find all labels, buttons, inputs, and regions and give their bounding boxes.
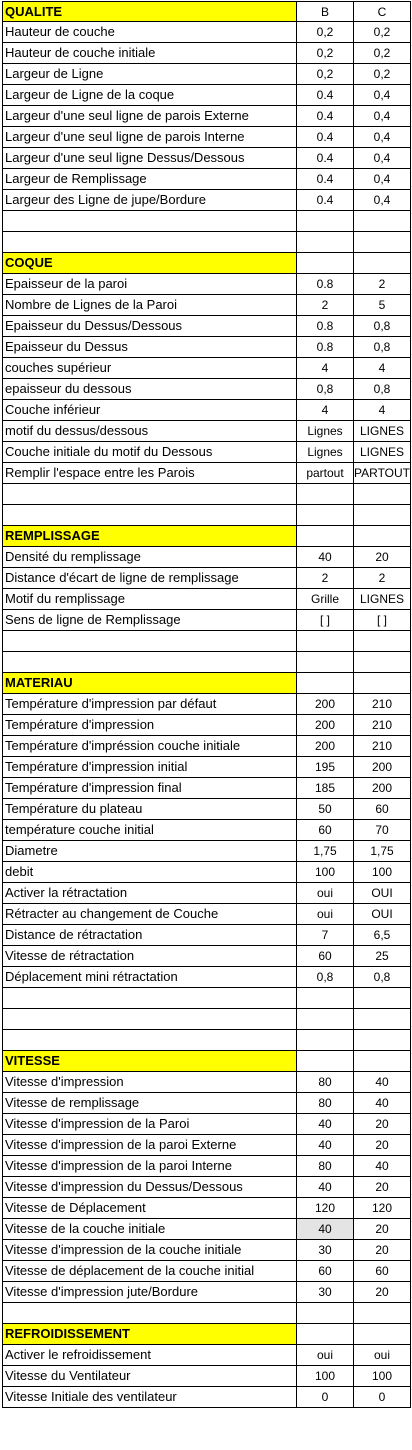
table-row bbox=[2, 463, 411, 484]
value-c-cell[interactable]: 200 bbox=[354, 778, 411, 799]
parameter-label[interactable] bbox=[2, 1303, 297, 1324]
value-c-cell[interactable] bbox=[354, 673, 411, 694]
empty-row bbox=[2, 211, 411, 232]
empty-row bbox=[2, 1303, 411, 1324]
section-title[interactable]: REMPLISSAGE bbox=[2, 526, 297, 547]
value-c-cell[interactable]: 0,4 bbox=[354, 190, 411, 211]
table-row bbox=[2, 1261, 411, 1282]
table-row bbox=[2, 883, 411, 904]
empty-row bbox=[2, 484, 411, 505]
value-b-cell[interactable] bbox=[297, 253, 354, 274]
value-c-cell[interactable]: 1,75 bbox=[354, 841, 411, 862]
value-c-cell[interactable]: 20 bbox=[354, 1282, 411, 1303]
parameter-label[interactable]: motif du dessus/dessous bbox=[2, 421, 297, 442]
table-row bbox=[2, 547, 411, 568]
parameter-label[interactable]: Vitesse d'impression de la paroi Externe bbox=[2, 1135, 297, 1156]
table-row bbox=[2, 757, 411, 778]
parameter-label[interactable]: Vitesse de Déplacement bbox=[2, 1198, 297, 1219]
value-c-cell[interactable] bbox=[354, 526, 411, 547]
value-b-cell[interactable] bbox=[297, 1324, 354, 1345]
parameter-label[interactable]: Diametre bbox=[2, 841, 297, 862]
value-c-cell[interactable]: 0,8 bbox=[354, 337, 411, 358]
value-c-cell[interactable] bbox=[354, 211, 411, 232]
value-c-cell[interactable]: 60 bbox=[354, 1261, 411, 1282]
section-header-materiau bbox=[2, 673, 411, 694]
value-c-cell[interactable] bbox=[354, 1051, 411, 1072]
value-b-cell[interactable]: 100 bbox=[297, 862, 354, 883]
value-b-cell[interactable]: 0.4 bbox=[297, 148, 354, 169]
value-c-cell[interactable]: LIGNES bbox=[354, 442, 411, 463]
parameter-label[interactable]: epaisseur du dessous bbox=[2, 379, 297, 400]
parameter-label[interactable]: Vitesse de remplissage bbox=[2, 1093, 297, 1114]
section-title[interactable]: QUALITE bbox=[2, 1, 297, 22]
value-c-cell[interactable]: 2 bbox=[354, 568, 411, 589]
value-c-cell[interactable]: 20 bbox=[354, 1240, 411, 1261]
table-row bbox=[2, 22, 411, 43]
value-c-cell[interactable]: 210 bbox=[354, 694, 411, 715]
parameter-label[interactable]: Remplir l'espace entre les Parois bbox=[2, 463, 297, 484]
value-c-cell[interactable]: 40 bbox=[354, 1156, 411, 1177]
parameter-label[interactable]: Vitesse de la couche initiale bbox=[2, 1219, 297, 1240]
parameter-label[interactable]: Epaisseur du Dessus/Dessous bbox=[2, 316, 297, 337]
table-row bbox=[2, 442, 411, 463]
table-row bbox=[2, 925, 411, 946]
value-b-cell[interactable]: 1,75 bbox=[297, 841, 354, 862]
parameter-label[interactable]: Couche inférieur bbox=[2, 400, 297, 421]
section-header-qualite bbox=[2, 1, 411, 22]
table-row bbox=[2, 295, 411, 316]
value-c-cell[interactable]: 6,5 bbox=[354, 925, 411, 946]
section-title[interactable]: REFROIDISSEMENT bbox=[2, 1324, 297, 1345]
parameter-label[interactable]: Vitesse Initiale des ventilateur bbox=[2, 1387, 297, 1408]
parameter-label[interactable]: Activer la rétractation bbox=[2, 883, 297, 904]
table-row bbox=[2, 1387, 411, 1408]
value-b-cell[interactable]: 2 bbox=[297, 568, 354, 589]
parameter-label[interactable] bbox=[2, 1009, 297, 1030]
value-c-cell[interactable]: 20 bbox=[354, 1219, 411, 1240]
parameter-label[interactable]: Vitesse d'impression de la paroi Interne bbox=[2, 1156, 297, 1177]
value-b-cell[interactable]: 30 bbox=[297, 1282, 354, 1303]
value-b-cell[interactable]: 185 bbox=[297, 778, 354, 799]
value-b-cell[interactable]: 4 bbox=[297, 400, 354, 421]
value-c-cell[interactable] bbox=[354, 631, 411, 652]
parameter-label[interactable] bbox=[2, 652, 297, 673]
empty-row bbox=[2, 505, 411, 526]
table-row bbox=[2, 358, 411, 379]
value-b-cell[interactable]: 0 bbox=[297, 1387, 354, 1408]
table-row bbox=[2, 1198, 411, 1219]
parameter-label[interactable]: Vitesse de rétractation bbox=[2, 946, 297, 967]
table-row bbox=[2, 1072, 411, 1093]
value-b-cell[interactable] bbox=[297, 988, 354, 1009]
value-b-cell[interactable]: oui bbox=[297, 904, 354, 925]
value-b-cell[interactable] bbox=[297, 484, 354, 505]
value-c-cell[interactable]: C bbox=[354, 1, 411, 22]
value-b-cell[interactable]: 60 bbox=[297, 1261, 354, 1282]
table-row bbox=[2, 1282, 411, 1303]
value-c-cell[interactable]: 0,4 bbox=[354, 148, 411, 169]
value-c-cell[interactable]: 0,4 bbox=[354, 85, 411, 106]
value-b-cell[interactable]: 120 bbox=[297, 1198, 354, 1219]
value-b-cell[interactable]: oui bbox=[297, 883, 354, 904]
value-c-cell[interactable]: PARTOUT bbox=[354, 463, 411, 484]
table-row bbox=[2, 736, 411, 757]
parameter-label[interactable] bbox=[2, 232, 297, 253]
parameter-label[interactable]: Largeur d'une seul ligne de parois Interne bbox=[2, 127, 297, 148]
parameter-label[interactable]: Vitesse d'impression du Dessus/Dessous bbox=[2, 1177, 297, 1198]
parameter-label[interactable]: Vitesse du Ventilateur bbox=[2, 1366, 297, 1387]
value-c-cell[interactable]: 60 bbox=[354, 799, 411, 820]
value-c-cell[interactable]: 100 bbox=[354, 1366, 411, 1387]
value-b-cell[interactable]: 40 bbox=[297, 547, 354, 568]
parameter-label[interactable]: Densité du remplissage bbox=[2, 547, 297, 568]
table-row bbox=[2, 778, 411, 799]
table-row bbox=[2, 1345, 411, 1366]
table-row bbox=[2, 190, 411, 211]
table-row bbox=[2, 106, 411, 127]
table-row bbox=[2, 1156, 411, 1177]
table-row bbox=[2, 904, 411, 925]
value-b-cell[interactable] bbox=[297, 1030, 354, 1051]
empty-row bbox=[2, 232, 411, 253]
value-c-cell[interactable] bbox=[354, 1030, 411, 1051]
value-b-cell[interactable]: 195 bbox=[297, 757, 354, 778]
value-b-cell[interactable]: 80 bbox=[297, 1156, 354, 1177]
empty-row bbox=[2, 631, 411, 652]
value-c-cell[interactable]: LIGNES bbox=[354, 421, 411, 442]
value-b-cell[interactable]: 7 bbox=[297, 925, 354, 946]
value-c-cell[interactable]: 0,4 bbox=[354, 127, 411, 148]
section-header-vitesse bbox=[2, 1051, 411, 1072]
parameter-label[interactable]: Vitesse d'impression de la couche initiale bbox=[2, 1240, 297, 1261]
table-row bbox=[2, 43, 411, 64]
value-c-cell[interactable]: 4 bbox=[354, 358, 411, 379]
value-c-cell[interactable]: OUI bbox=[354, 883, 411, 904]
value-b-cell[interactable] bbox=[297, 505, 354, 526]
section-title[interactable]: MATERIAU bbox=[2, 673, 297, 694]
value-b-cell[interactable]: 40 bbox=[297, 1219, 354, 1240]
value-c-cell[interactable]: 0,2 bbox=[354, 22, 411, 43]
parameter-label[interactable] bbox=[2, 1030, 297, 1051]
parameter-label[interactable]: Largeur de Ligne bbox=[2, 64, 297, 85]
value-c-cell[interactable]: 5 bbox=[354, 295, 411, 316]
value-c-cell[interactable]: 20 bbox=[354, 1135, 411, 1156]
parameter-label[interactable]: Couche initiale du motif du Dessous bbox=[2, 442, 297, 463]
parameter-label[interactable]: Hauteur de couche bbox=[2, 22, 297, 43]
section-header-refroidissement bbox=[2, 1324, 411, 1345]
parameter-label[interactable]: température couche initial bbox=[2, 820, 297, 841]
value-b-cell[interactable]: 40 bbox=[297, 1114, 354, 1135]
spreadsheet bbox=[2, 1, 411, 1429]
parameter-label[interactable]: Distance de rétractation bbox=[2, 925, 297, 946]
value-c-cell[interactable] bbox=[354, 232, 411, 253]
value-b-cell[interactable] bbox=[297, 526, 354, 547]
value-c-cell[interactable]: 100 bbox=[354, 862, 411, 883]
parameter-label[interactable]: Largeur d'une seul ligne Dessus/Dessous bbox=[2, 148, 297, 169]
table-row bbox=[2, 694, 411, 715]
value-c-cell[interactable]: 25 bbox=[354, 946, 411, 967]
table-row bbox=[2, 274, 411, 295]
parameter-label[interactable]: debit bbox=[2, 862, 297, 883]
value-c-cell[interactable]: LIGNES bbox=[354, 589, 411, 610]
table-row bbox=[2, 946, 411, 967]
value-c-cell[interactable] bbox=[354, 1009, 411, 1030]
table-row bbox=[2, 820, 411, 841]
value-b-cell[interactable]: 0.8 bbox=[297, 274, 354, 295]
parameter-label[interactable]: Température du plateau bbox=[2, 799, 297, 820]
table-row bbox=[2, 568, 411, 589]
value-c-cell[interactable] bbox=[354, 1324, 411, 1345]
parameter-label[interactable]: Nombre de Lignes de la Paroi bbox=[2, 295, 297, 316]
value-c-cell[interactable]: 4 bbox=[354, 400, 411, 421]
parameter-label[interactable] bbox=[2, 988, 297, 1009]
parameter-label[interactable]: Vitesse de déplacement de la couche initial bbox=[2, 1261, 297, 1282]
value-b-cell[interactable] bbox=[297, 631, 354, 652]
parameter-label[interactable]: Largeur d'une seul ligne de parois Externe bbox=[2, 106, 297, 127]
table-row bbox=[2, 148, 411, 169]
table-row bbox=[2, 1177, 411, 1198]
parameter-label[interactable] bbox=[2, 505, 297, 526]
value-b-cell[interactable]: partout bbox=[297, 463, 354, 484]
table-row bbox=[2, 316, 411, 337]
value-c-cell[interactable]: 40 bbox=[354, 1093, 411, 1114]
parameter-label[interactable]: Epaisseur de la paroi bbox=[2, 274, 297, 295]
value-c-cell[interactable]: 120 bbox=[354, 1198, 411, 1219]
table-row bbox=[2, 379, 411, 400]
value-c-cell[interactable] bbox=[354, 484, 411, 505]
value-b-cell[interactable] bbox=[297, 211, 354, 232]
value-b-cell[interactable]: 40 bbox=[297, 1177, 354, 1198]
table-row bbox=[2, 1135, 411, 1156]
table-row bbox=[2, 337, 411, 358]
table-row bbox=[2, 421, 411, 442]
value-c-cell[interactable]: 20 bbox=[354, 547, 411, 568]
value-b-cell[interactable]: B bbox=[297, 1, 354, 22]
parameter-label[interactable]: Sens de ligne de Remplissage bbox=[2, 610, 297, 631]
value-c-cell[interactable] bbox=[354, 652, 411, 673]
value-b-cell[interactable]: 4 bbox=[297, 358, 354, 379]
table-row bbox=[2, 841, 411, 862]
parameter-label[interactable]: Température d'impression par défaut bbox=[2, 694, 297, 715]
value-b-cell[interactable]: 100 bbox=[297, 1366, 354, 1387]
empty-row bbox=[2, 1030, 411, 1051]
value-c-cell[interactable]: 0,2 bbox=[354, 43, 411, 64]
value-c-cell[interactable] bbox=[354, 253, 411, 274]
value-b-cell[interactable] bbox=[297, 1051, 354, 1072]
parameter-label[interactable]: Température d'impréssion couche initiale bbox=[2, 736, 297, 757]
value-b-cell[interactable] bbox=[297, 1303, 354, 1324]
value-c-cell[interactable]: 0,2 bbox=[354, 64, 411, 85]
table-row bbox=[2, 400, 411, 421]
value-b-cell[interactable]: 0.8 bbox=[297, 337, 354, 358]
value-c-cell[interactable]: 200 bbox=[354, 757, 411, 778]
value-c-cell[interactable]: 20 bbox=[354, 1177, 411, 1198]
value-b-cell[interactable] bbox=[297, 1009, 354, 1030]
value-b-cell[interactable]: 0.8 bbox=[297, 316, 354, 337]
table-row bbox=[2, 169, 411, 190]
table-row bbox=[2, 85, 411, 106]
table-row bbox=[2, 1093, 411, 1114]
parameter-label[interactable]: Déplacement mini rétractation bbox=[2, 967, 297, 988]
value-b-cell[interactable]: 0.4 bbox=[297, 190, 354, 211]
table-row bbox=[2, 64, 411, 85]
parameter-label[interactable]: Température d'impression initial bbox=[2, 757, 297, 778]
parameter-label[interactable]: Largeur des Ligne de jupe/Bordure bbox=[2, 190, 297, 211]
value-c-cell[interactable]: 210 bbox=[354, 715, 411, 736]
parameter-label[interactable]: Température d'impression bbox=[2, 715, 297, 736]
value-c-cell[interactable]: 70 bbox=[354, 820, 411, 841]
section-header-remplissage bbox=[2, 526, 411, 547]
table-row bbox=[2, 1219, 411, 1240]
value-b-cell[interactable]: oui bbox=[297, 1345, 354, 1366]
value-b-cell[interactable]: 0,8 bbox=[297, 379, 354, 400]
value-b-cell[interactable]: Lignes bbox=[297, 442, 354, 463]
table-row bbox=[2, 589, 411, 610]
empty-row bbox=[2, 652, 411, 673]
value-b-cell[interactable]: 60 bbox=[297, 820, 354, 841]
value-b-cell[interactable]: 0,2 bbox=[297, 64, 354, 85]
table-row bbox=[2, 967, 411, 988]
value-c-cell[interactable]: 20 bbox=[354, 1114, 411, 1135]
value-b-cell[interactable]: 0.4 bbox=[297, 106, 354, 127]
parameter-label[interactable]: Hauteur de couche initiale bbox=[2, 43, 297, 64]
value-b-cell[interactable]: 80 bbox=[297, 1072, 354, 1093]
value-b-cell[interactable]: 40 bbox=[297, 1135, 354, 1156]
value-b-cell[interactable]: 0,2 bbox=[297, 22, 354, 43]
section-title[interactable]: COQUE bbox=[2, 253, 297, 274]
value-c-cell[interactable] bbox=[354, 505, 411, 526]
value-c-cell[interactable]: oui bbox=[354, 1345, 411, 1366]
parameter-label[interactable]: Largeur de Ligne de la coque bbox=[2, 85, 297, 106]
table-row bbox=[2, 610, 411, 631]
parameter-label[interactable]: couches supérieur bbox=[2, 358, 297, 379]
value-c-cell[interactable]: 2 bbox=[354, 274, 411, 295]
parameter-label[interactable]: Vitesse d'impression jute/Bordure bbox=[2, 1282, 297, 1303]
table-row bbox=[2, 715, 411, 736]
value-c-cell[interactable]: 0 bbox=[354, 1387, 411, 1408]
value-c-cell[interactable]: 0,4 bbox=[354, 169, 411, 190]
value-b-cell[interactable] bbox=[297, 232, 354, 253]
table-row bbox=[2, 127, 411, 148]
value-b-cell[interactable] bbox=[297, 652, 354, 673]
value-b-cell[interactable]: 200 bbox=[297, 736, 354, 757]
empty-row bbox=[2, 988, 411, 1009]
value-c-cell[interactable]: OUI bbox=[354, 904, 411, 925]
parameter-label[interactable] bbox=[2, 484, 297, 505]
value-b-cell[interactable]: 200 bbox=[297, 694, 354, 715]
value-c-cell[interactable]: 0,8 bbox=[354, 316, 411, 337]
parameter-label[interactable] bbox=[2, 211, 297, 232]
value-c-cell[interactable]: 40 bbox=[354, 1072, 411, 1093]
parameter-label[interactable]: Température d'impression final bbox=[2, 778, 297, 799]
table-row bbox=[2, 862, 411, 883]
table-row bbox=[2, 799, 411, 820]
value-c-cell[interactable]: 210 bbox=[354, 736, 411, 757]
value-c-cell[interactable]: 0,8 bbox=[354, 967, 411, 988]
parameter-label[interactable]: Vitesse d'impression de la Paroi bbox=[2, 1114, 297, 1135]
value-b-cell[interactable]: 0.4 bbox=[297, 85, 354, 106]
parameter-label[interactable]: Largeur de Remplissage bbox=[2, 169, 297, 190]
value-b-cell[interactable]: 0.4 bbox=[297, 169, 354, 190]
parameter-label[interactable]: Vitesse d'impression bbox=[2, 1072, 297, 1093]
value-c-cell[interactable]: [ ] bbox=[354, 610, 411, 631]
value-c-cell[interactable]: 0,4 bbox=[354, 106, 411, 127]
value-b-cell[interactable]: 2 bbox=[297, 295, 354, 316]
table-row bbox=[2, 1366, 411, 1387]
value-b-cell[interactable]: 200 bbox=[297, 715, 354, 736]
value-b-cell[interactable]: [ ] bbox=[297, 610, 354, 631]
parameter-label[interactable]: Activer le refroidissement bbox=[2, 1345, 297, 1366]
parameter-label[interactable] bbox=[2, 631, 297, 652]
value-b-cell[interactable]: 30 bbox=[297, 1240, 354, 1261]
parameter-label[interactable]: Rétracter au changement de Couche bbox=[2, 904, 297, 925]
value-b-cell[interactable]: Lignes bbox=[297, 421, 354, 442]
table-row bbox=[2, 1240, 411, 1261]
value-c-cell[interactable] bbox=[354, 1303, 411, 1324]
empty-row bbox=[2, 1009, 411, 1030]
parameter-label[interactable]: Epaisseur du Dessus bbox=[2, 337, 297, 358]
section-header-coque bbox=[2, 253, 411, 274]
parameter-label[interactable]: Distance d'écart de ligne de remplissage bbox=[2, 568, 297, 589]
value-b-cell[interactable] bbox=[297, 673, 354, 694]
value-b-cell[interactable]: 0.4 bbox=[297, 127, 354, 148]
value-b-cell[interactable]: 60 bbox=[297, 946, 354, 967]
table-row bbox=[2, 1114, 411, 1135]
value-c-cell[interactable] bbox=[354, 988, 411, 1009]
value-b-cell[interactable]: 0,2 bbox=[297, 43, 354, 64]
section-title[interactable]: VITESSE bbox=[2, 1051, 297, 1072]
value-b-cell[interactable]: 80 bbox=[297, 1093, 354, 1114]
value-b-cell[interactable]: 50 bbox=[297, 799, 354, 820]
value-b-cell[interactable]: 0,8 bbox=[297, 967, 354, 988]
value-b-cell[interactable]: Grille bbox=[297, 589, 354, 610]
value-c-cell[interactable]: 0,8 bbox=[354, 379, 411, 400]
parameter-label[interactable]: Motif du remplissage bbox=[2, 589, 297, 610]
